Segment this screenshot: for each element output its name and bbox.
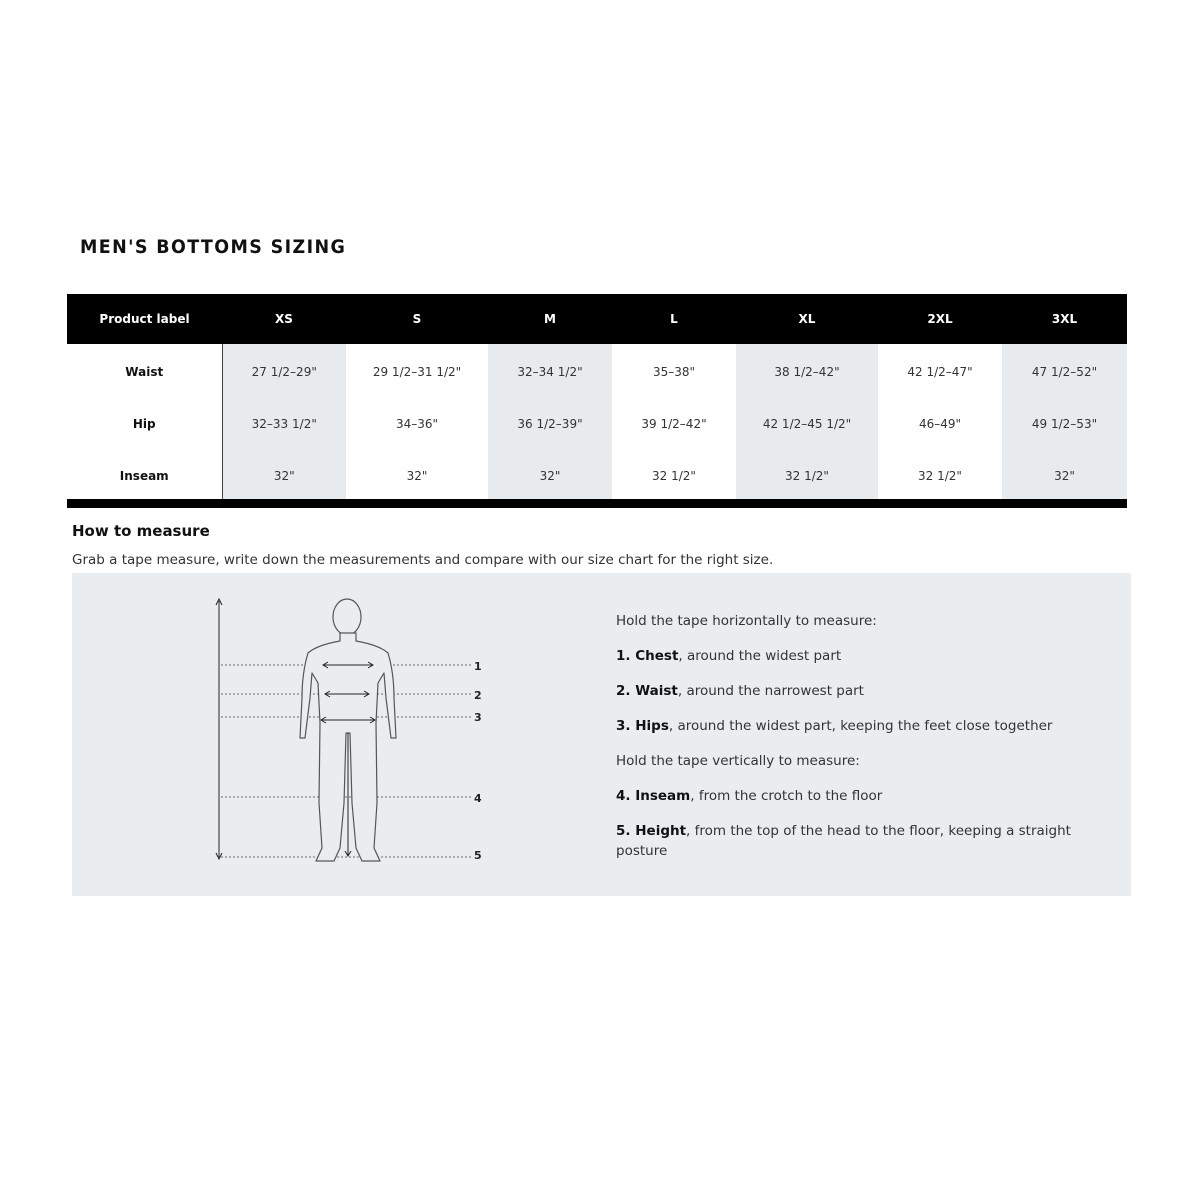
table-cell: 38 1/2–42" [736, 344, 878, 398]
table-cell: 47 1/2–52" [1002, 344, 1127, 398]
instruction-chest: 1. Chest, around the widest part [616, 648, 842, 664]
size-table [67, 294, 1127, 502]
table-cell: 29 1/2–31 1/2" [372, 365, 462, 379]
row-label-hip: Hip [67, 398, 222, 450]
header-size-xs: XS [222, 294, 346, 344]
how-to-measure-intro: Grab a tape measure, write down the measurements and compare with our size chart for the right size. [72, 552, 774, 568]
instruction-inseam: 4. Inseam, from the crotch to the floor [616, 788, 883, 804]
table-cell: 42 1/2–45 1/2" [736, 398, 878, 450]
marker-label-4: 4 [474, 792, 482, 805]
header-size-2xl: 2XL [878, 294, 1002, 344]
table-cell: 39 1/2–42" [641, 417, 707, 431]
header-size-l: L [612, 294, 736, 344]
table-cell: 32" [1002, 450, 1127, 502]
instruction-waist: 2. Waist, around the narrowest part [616, 683, 864, 699]
table-cell: 34–36" [395, 417, 439, 431]
table-cell: 46–49" [918, 417, 962, 431]
table-row [67, 398, 1127, 450]
header-size-s: S [346, 294, 488, 344]
header-size-3xl: 3XL [1002, 294, 1127, 344]
header-size-xl: XL [736, 294, 878, 344]
table-cell: 32–33 1/2" [222, 398, 346, 450]
page-title: MEN'S BOTTOMS SIZING [80, 236, 347, 258]
table-cell: 32 1/2" [918, 469, 962, 483]
table-cell: 32–34 1/2" [488, 344, 612, 398]
horizontal-intro: Hold the tape horizontally to measure: [616, 613, 877, 629]
body-measurement-figure-icon [72, 573, 612, 896]
marker-label-3: 3 [474, 711, 482, 724]
how-to-measure-heading: How to measure [72, 522, 210, 540]
measure-instructions [616, 611, 1116, 876]
marker-label-2: 2 [474, 689, 482, 702]
marker-label-1: 1 [474, 660, 482, 673]
header-size-m: M [488, 294, 612, 344]
table-cell: 32" [488, 450, 612, 502]
table-cell: 32" [222, 450, 346, 502]
row-label-waist: Waist [67, 344, 222, 398]
measure-panel [72, 573, 1131, 896]
table-cell: 42 1/2–47" [907, 365, 973, 379]
instruction-height: 5. Height, from the top of the head to the floor, keeping a straight posture [616, 823, 1071, 859]
table-cell: 32" [406, 469, 428, 483]
row-label-inseam: Inseam [67, 450, 222, 502]
vertical-intro: Hold the tape vertically to measure: [616, 753, 860, 769]
table-cell: 27 1/2–29" [222, 344, 346, 398]
table-header-row [67, 294, 1127, 344]
table-cell: 35–38" [652, 365, 696, 379]
header-product-label: Product label [67, 294, 222, 344]
table-cell: 32 1/2" [652, 469, 696, 483]
instruction-hips: 3. Hips, around the widest part, keeping the feet close together [616, 718, 1053, 734]
table-cell: 32 1/2" [736, 450, 878, 502]
table-row [67, 450, 1127, 502]
table-row [67, 344, 1127, 398]
table-bottom-rule [67, 499, 1127, 508]
table-cell: 49 1/2–53" [1002, 398, 1127, 450]
marker-label-5: 5 [474, 849, 482, 862]
table-cell: 36 1/2–39" [488, 398, 612, 450]
